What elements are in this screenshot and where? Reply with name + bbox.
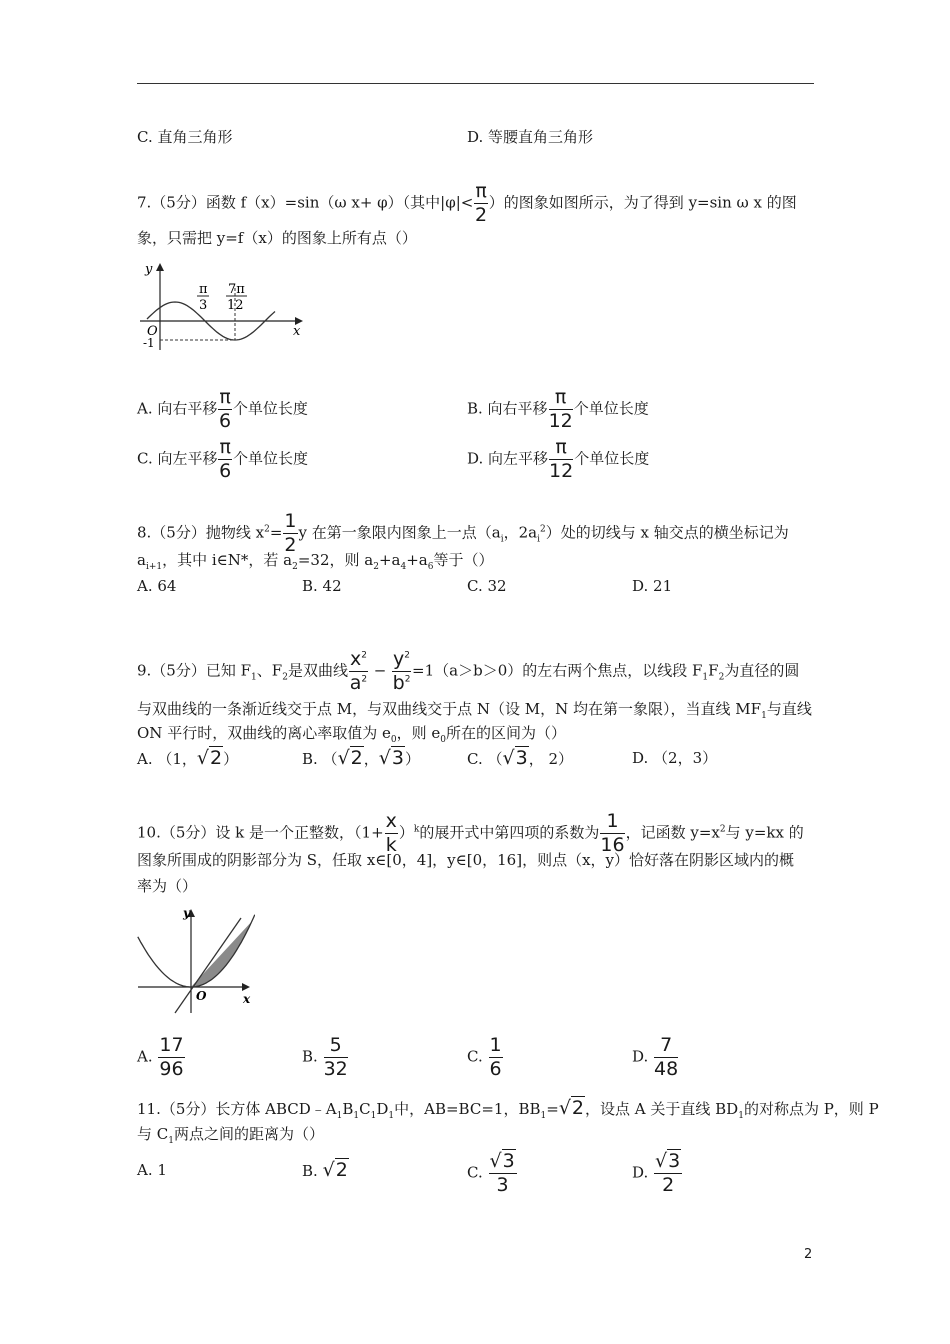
q10-origin-label: O [196,989,207,1003]
q7-tick1-num: π [199,282,208,297]
q7-sine-graph [135,255,310,355]
q10-stem-line1: 10.（5分）设 k 是一个正整数，（1+ $\frac{x}{k}$ ）$^k$的展开式中第四项的系数为 $\frac{1}{16}$ ，记函数 $y=x^2$与 y=kx 的 [137,810,804,856]
q8-option-a[interactable]: A. 64 [137,577,177,595]
q11-stem-line1: 11.（5分）长方体 $ABCD﹣A_1B_1C_1D_1$中，AB=BC=1，$BB_1=√2$，设点 A 关于直线 $BD_1$的对称点为 P，则 P [137,1097,879,1121]
q10-x-label: x [243,992,251,1006]
q7-option-a[interactable]: A. 向右平移 $\frac{\pi}{6}$ 个单位长度 [137,386,308,432]
q11-option-a[interactable]: A. 1 [137,1161,167,1179]
q9-stem-line3: ON 平行时，双曲线的离心率取值为 $e_0$，则 $e_0$所在的区间为（） [137,724,566,745]
q10-parabola [138,915,255,987]
q6-option-d[interactable]: D. 等腰直角三角形 [467,128,594,146]
q7-tick1-den: 3 [199,298,208,313]
q7-stem-line1 [137,182,797,225]
q10-x-arrow [242,983,250,991]
q7-text: 7.（5分）函数 f（x）=sin（ω x+ φ）（其中|φ|< [137,193,474,212]
q7-y-label: y [145,262,153,277]
q10-shaded-region-graph [135,905,255,1017]
q9-option-b[interactable]: B. （√2，√3） [302,747,420,769]
q9-stem-line2: 与双曲线的一条渐近线交于点 M，与双曲线交于点 N（设 M，N 均在第一象限），当直线 $MF_1$与直线 [137,700,812,721]
q11-option-b[interactable]: B. √2 [302,1159,348,1181]
q7-option-c[interactable]: C. 向左平移 $\frac{\pi}{6}$ 个单位长度 [137,436,308,482]
q9-option-a[interactable]: A. （1，√2） [137,747,239,769]
q8-option-c[interactable]: C. 32 [467,577,507,595]
q10-stem-line2: 图象所围成的阴影部分为 S，任取 x∈[0，4]，y∈[0，16]，则点（x，y）恰好落在阴影区域内的概 [137,851,795,869]
q7-option-d[interactable]: D. 向左平移 $\frac{\pi}{12}$ 个单位长度 [467,436,650,482]
q9-y-fraction: $\frac{y^2}{b^2}$ [392,648,411,694]
q9-stem-line1: 9.（5分）已知 $F_1$、$F_2$是双曲线 $\frac{x^2}{a^2}$ − $\frac{y^2}{b^2}$ =1（a＞b＞0）的左右两个焦点，以线段 $F_1F_2$为直径的圆 [137,648,800,694]
q6-option-c[interactable]: C. 直角三角形 [137,128,233,146]
page-number: 2 [804,1247,813,1262]
q8-option-b[interactable]: B. 42 [302,577,342,595]
q10-option-b[interactable]: B. $\frac{5}{32}$ [302,1034,348,1080]
q11-option-d[interactable]: D. $\frac{√3}{2}$ [632,1150,681,1196]
q10-line [175,918,241,1013]
q10-option-c[interactable]: C. $\frac{1}{6}$ [467,1034,502,1080]
q7-tick2-num: 7π [228,282,245,297]
q7-neg1-label: -1 [143,336,155,350]
q11-stem-line2: 与 $C_1$两点之间的距离为（） [137,1125,324,1146]
q7-y-arrow [156,263,164,271]
q10-y-label: y [183,906,190,920]
q9-option-c[interactable]: C. （√3， 2） [467,747,573,769]
q11-option-c[interactable]: C. $\frac{√3}{3}$ [467,1150,515,1196]
q7-fraction: $\frac{\pi}{2}$ [475,180,488,226]
q7-origin-label: O [147,324,158,339]
q9-option-d[interactable]: D. （2，3） [632,749,718,767]
q7-stem-line2: 象，只需把 y=f（x）的图象上所有点（） [137,229,417,247]
q8-option-d[interactable]: D. 21 [632,577,673,595]
q8-stem-line2: $a_{i+1}$，其中 i∈N*，若 $a_2=32$，则 $a_2+a_4+a_6$等于（） [137,551,494,572]
q7-option-b[interactable]: B. 向右平移 $\frac{\pi}{12}$ 个单位长度 [467,386,649,432]
q7-tick2-den: 12 [227,298,244,313]
q10-option-d[interactable]: D. $\frac{7}{48}$ [632,1034,679,1080]
q10-stem-line3: 率为（） [137,877,198,895]
header-rule [137,83,814,84]
q8-stem-line1: 8.（5分）抛物线 $x^2=$ $\frac{1}{2}$ y 在第一象限内图象上一点（$a_i$，$2a_i^2$）处的切线与 x 轴交点的横坐标记为 [137,510,789,556]
q7-text: ）的图象如图所示，为了得到 y=sin ω x 的图 [488,193,797,212]
q10-option-a[interactable]: A. $\frac{17}{96}$ [137,1034,184,1080]
q9-x-fraction: $\frac{x^2}{a^2}$ [349,648,368,694]
q7-x-label: x [293,324,301,339]
